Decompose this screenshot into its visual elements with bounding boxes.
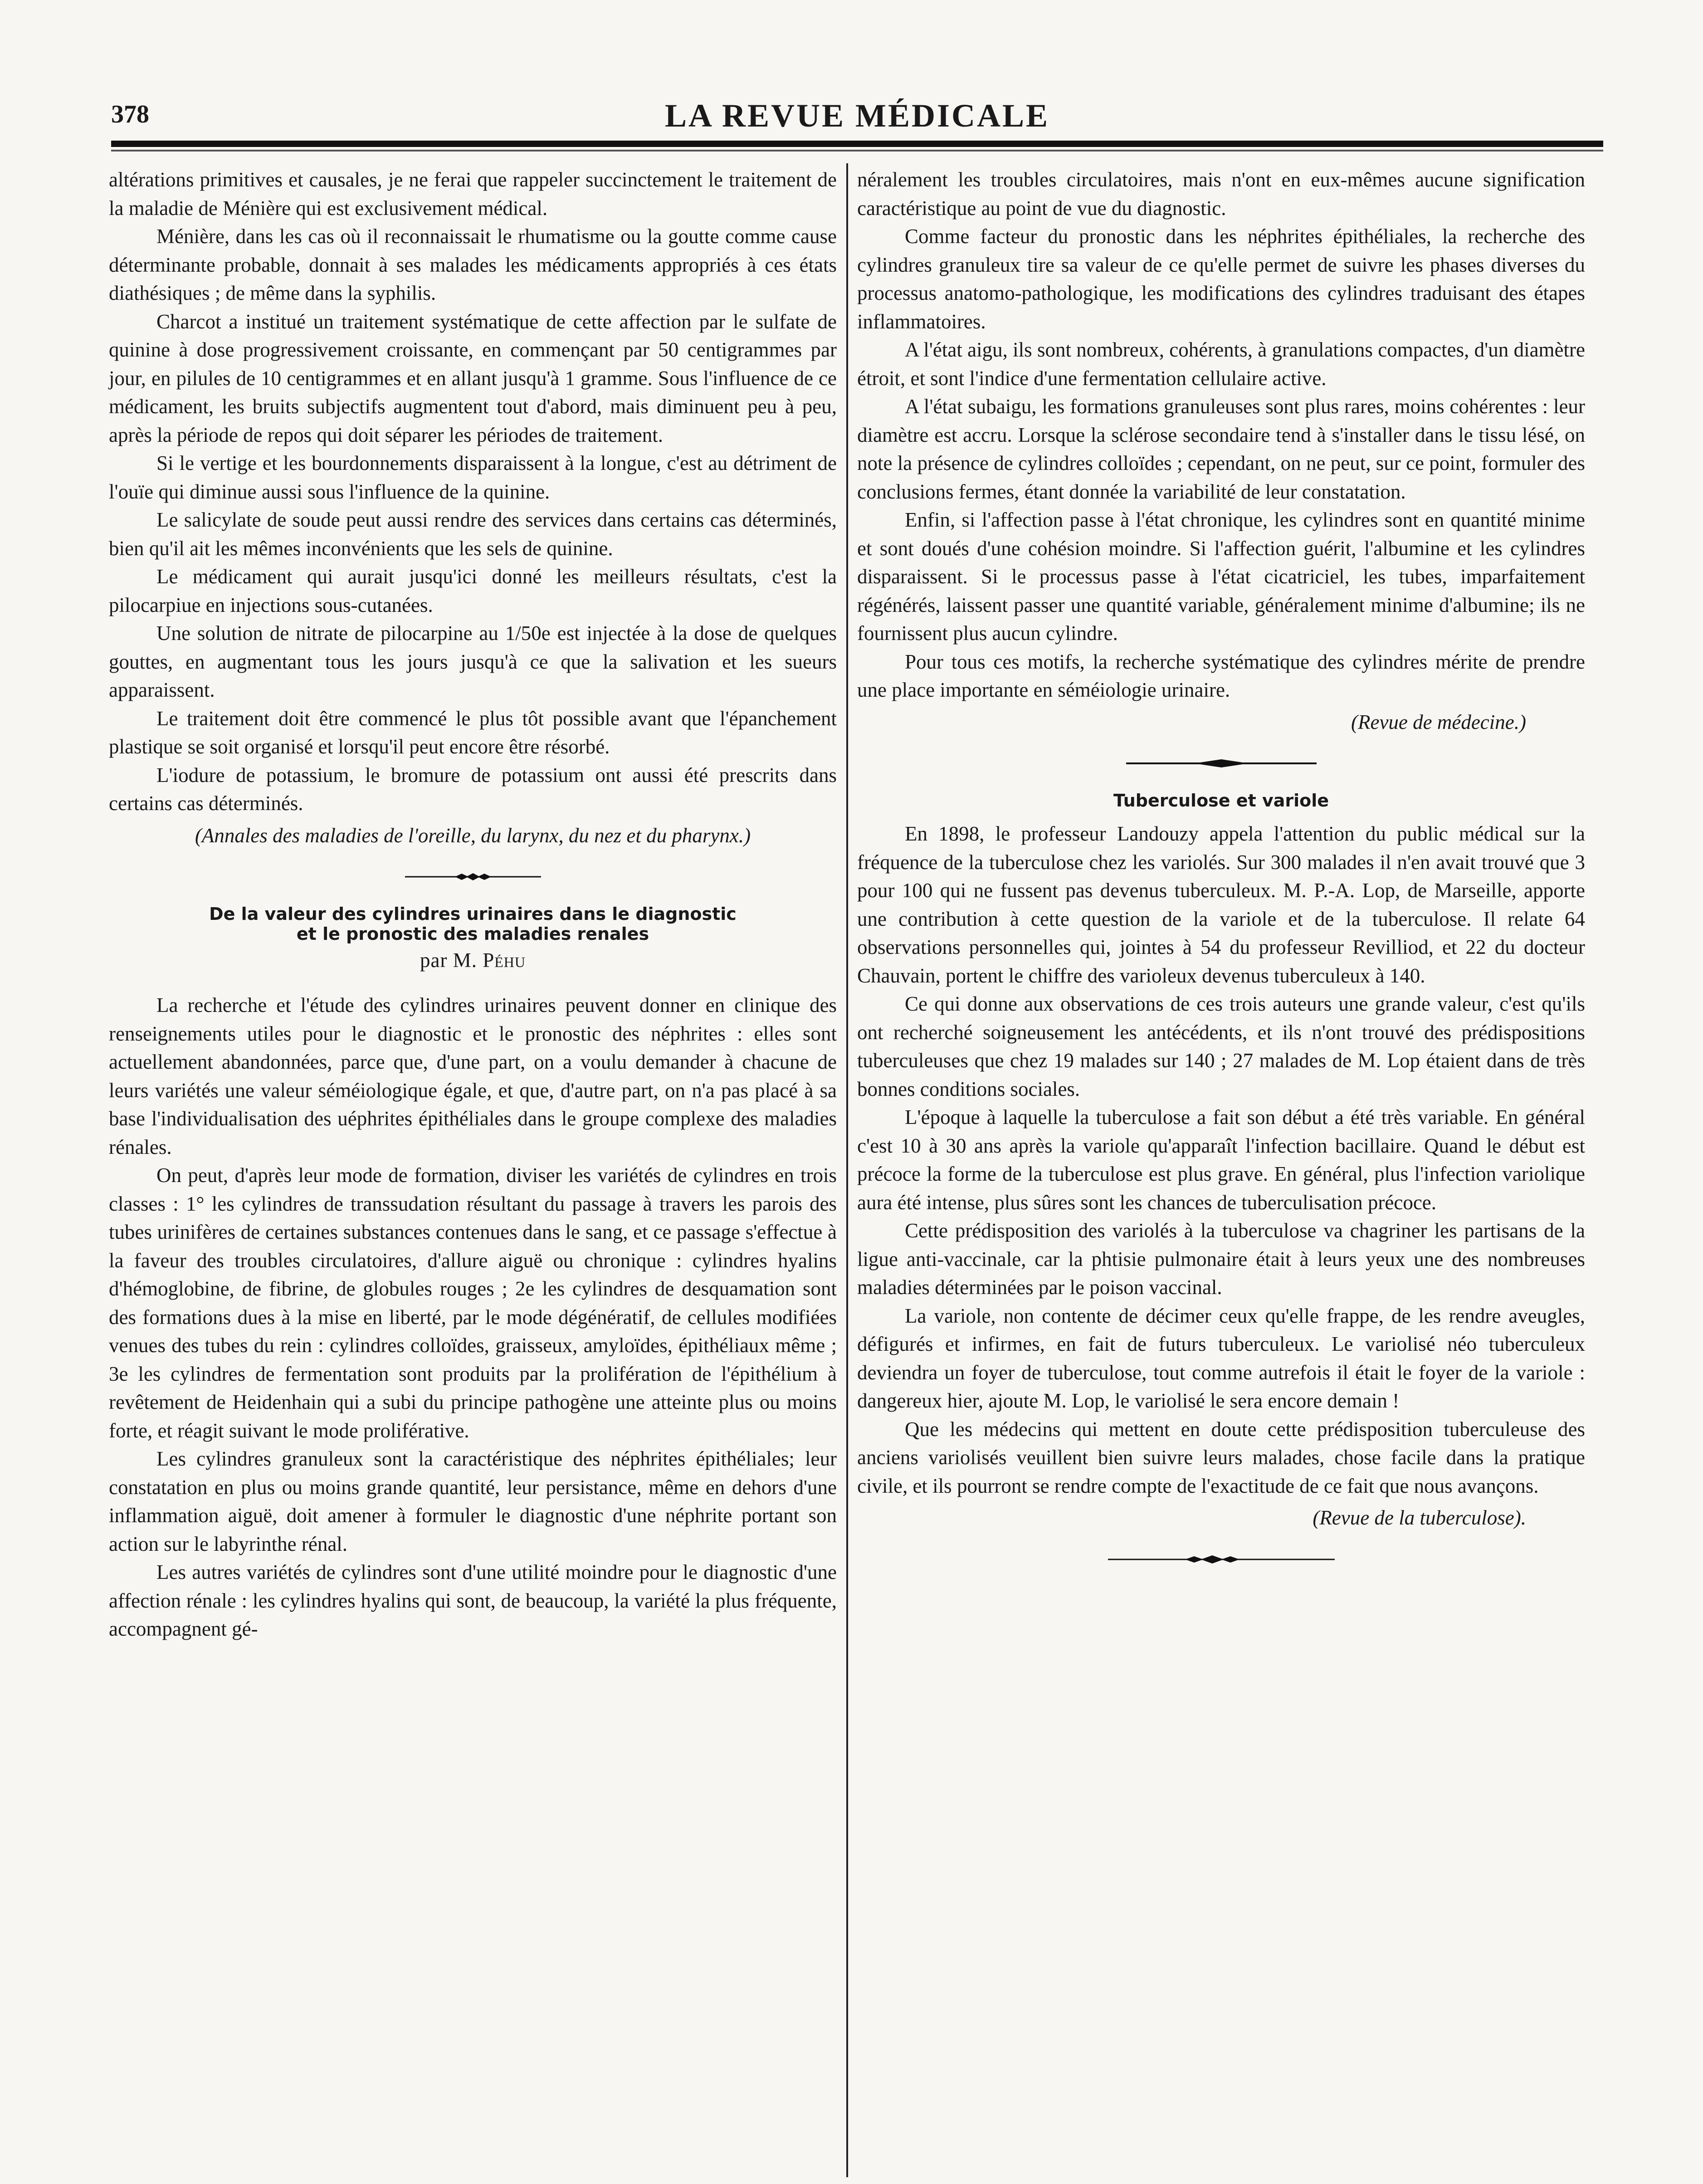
paragraph: Comme facteur du pronostic dans les néphrites épithéliales, la recherche des cylindres granuleux tire sa valeur de ce qu'elle permet de suivre les phases diverses du processus anatomo-pathologique, les modifications des cylindres traduisant des étapes inflammatoires.	[857, 225, 1585, 333]
header-rule	[111, 141, 1603, 147]
article-heading	[109, 904, 837, 944]
paragraph: Ménière, dans les cas où il reconnaissait le rhumatisme ou la goutte comme cause déterminante probable, donnait à ses malades les médicaments appropriés à ces états diathésiques ; de même dans la syphilis.	[109, 225, 837, 304]
paragraph: La variole, non contente de décimer ceux qu'elle frappe, de les rendre aveugles, défigurés et infirmes, en fait de futurs tuberculeux. Le variolisé néo tuberculeux deviendra un foyer de tuberculose, tout comme autrefois il était le foyer de la variole : dangereux hier, ajoute M. Lop, le variolisé le sera encore demain !	[857, 1304, 1585, 1412]
article-heading: Tuberculose et variole	[1113, 791, 1329, 811]
paragraph: Ce qui donne aux observations de ces trois auteurs une grande valeur, c'est qu'ils ont recherché soigneusement les antécédents, et ils n'ont trouvé des prédispositions tuberculeuses que chez 19 malades sur 140 ; 27 malades de M. Lop étaient dans de très bonnes conditions sociales.	[857, 992, 1585, 1100]
paragraph: Une solution de nitrate de pilocarpine au 1/50e est injectée à la dose de quelques gouttes, en augmentant tous les jours jusqu'à ce que la salivation et les sueurs apparaissent.	[109, 622, 837, 701]
paragraph: Les cylindres granuleux sont la caractéristique des néphrites épithéliales; leur constatation en plus ou moins grande quantité, leur persistance, même en dehors d'une inflammation aiguë, doit amener à formuler le diagnostic d'une néphrite portant son action sur le labyrinthe rénal.	[109, 1447, 837, 1555]
paragraph: La recherche et l'étude des cylindres urinaires peuvent donner en clinique des renseignements utiles pour le diagnostic et le pronostic des néphrites : elles sont actuellement abandonnées, parce que, d'une part, on a voulu demander à chacune de leurs variétés une valeur séméiologique égale, et que, d'autre part, on n'a pas placé à sa base l'individualisation des uéphrites épithéliales dans le groupe complexe des maladies rénales.	[109, 994, 837, 1158]
paragraph: En 1898, le professeur Landouzy appela l'attention du public médical sur la fréquence de la tuberculose chez les variolés. Sur 300 malades il n'en avait trouvé que 3 pour 100 qui ne fussent pas devenus tuberculeux. M. P.-A. Lop, de Marseille, apporte une contribution à cette question de la variole et de la tuberculose. Il relate 64 observations personnelles qui, jointes à 54 du professeur Revilliod, et 22 du docteur Chauvain, portent le chiffre des varioleux devenus tuberculeux à 140.	[857, 822, 1585, 987]
paragraph: L'iodure de potassium, le bromure de potassium ont aussi été prescrits dans certains cas déterminés.	[109, 763, 837, 815]
paragraph: A l'état aigu, ils sont nombreux, cohérents, à granulations compactes, d'un diamètre étroit, et sont l'indice d'une fermentation cellulaire active.	[857, 338, 1585, 390]
source-citation: (Revue de la tuberculose).	[1313, 1506, 1526, 1529]
paragraph: Si le vertige et les bourdonnements disparaissent à la longue, c'est au détriment de l'ouïe qui diminue aussi sous l'influence de la quinine.	[109, 452, 837, 503]
paragraph: Le médicament qui aurait jusqu'ici donné les meilleurs résultats, c'est la pilocarpiue en injections sous-cutanées.	[109, 565, 837, 616]
source-citation: (Annales des maladies de l'oreille, du larynx, du nez et du pharynx.)	[195, 824, 751, 847]
paragraph: Cette prédisposition des variolés à la tuberculose va chagriner les partisans de la ligue anti-vaccinale, car la phtisie pulmonaire était à leurs yeux une des nombreuses maladies déterminées par le poison vaccinal.	[857, 1219, 1585, 1299]
paragraph: Charcot a institué un traitement systématique de cette affection par le sulfate de quinine à dose progressivement croissante, en commençant par 50 centigrammes par jour, en pilules de 10 centigrammes et en allant jusqu'à 1 gramme. Sous l'influence de ce médicament, les bruits subjectifs augmentent tout d'abord, mais diminuent peu à peu, après la période de repos qui doit séparer les périodes de traitement.	[109, 310, 837, 446]
article-heading-line: De la valeur des cylindres urinaires dans le diagnostic	[209, 904, 737, 924]
paragraph: Enfin, si l'affection passe à l'état chronique, les cylindres sont en quantité minime et sont doués d'une cohésion moindre. Si l'affection guérit, l'albumine et les cylindres disparaissent. Si le processus passe à l'état cicatriciel, les tubes, imparfaitement régénérés, laissent passer une quantité variable, généralement minime d'albumine; ils ne fournissent plus aucun cylindre.	[857, 508, 1585, 645]
paragraph: Pour tous ces motifs, la recherche systématique des cylindres mérite de prendre une place importante en séméiologie urinaire.	[857, 650, 1585, 701]
end-ornament	[1108, 1554, 1335, 1565]
paragraph: néralement les troubles circulatoires, mais n'ont en eux-mêmes aucune signification caractéristique au point de vue du diagnostic.	[857, 168, 1585, 220]
journal-title: LA REVUE MÉDICALE	[664, 98, 1050, 134]
page-number: 378	[111, 100, 149, 128]
paragraph: Le salicylate de soude peut aussi rendre des services dans certains cas déterminés, bien qu'il ait les mêmes inconvénients que les sels de quinine.	[109, 508, 837, 560]
paragraph: On peut, d'après leur mode de formation, diviser les variétés de cylindres en trois classes : 1° les cylindres de transsudation résultant du passage à travers les parois des tubes urinifères de certaines substances contenues dans le sang, et ce passage s'effectue à la faveur des troubles circulatoires, d'allure aiguë ou chronique : cylindres hyalins d'hémoglobine, de fibrine, de globules rouges ; 2e les cylindres de desquamation sont des formations dues à la mise en liberté, par le mode dégénératif, de cellules modifiées venues des tubes du rein : cylindres colloïdes, graisseux, amyloïdes, épithéliaux même ; 3e les cylindres de fermentation sont produits par la prolifération de l'épithélium à revêtement de Heidenhain qui a subi du principe pathogène une atteinte plus ou moins forte, et réagit suivant le mode proliférative.	[109, 1164, 837, 1442]
section-ornament	[1126, 758, 1317, 769]
page-header	[111, 100, 1603, 132]
right-column	[857, 166, 1585, 1587]
paragraph: Les autres variétés de cylindres sont d'une utilité moindre pour le diagnostic d'une affection rénale : les cylindres hyalins qui sont, de beaucoup, la variété la plus fréquente, accompagnent gé-	[109, 1561, 837, 1640]
paragraph: Que les médecins qui mettent en doute cette prédisposition tuberculeuse des anciens variolisés veuillent bien suivre leurs malades, chose facile dans la pratique civile, et ils pourront se rendre compte de l'exactitude de ce fait que nous avançons.	[857, 1417, 1585, 1497]
article-heading-line: et le pronostic des maladies renales	[296, 924, 649, 944]
left-column	[109, 166, 837, 1643]
byline	[109, 948, 837, 972]
paragraph: A l'état subaigu, les formations granuleuses sont plus rares, moins cohérentes : leur diamètre est accru. Lorsque la sclérose secondaire tend à s'installer dans le tissu lésé, on note la présence de cylindres colloïdes ; cependant, on ne peut, sur ce point, formuler des conclusions fermes, étant donnée la variabilité de leur constatation.	[857, 395, 1585, 503]
source-citation: (Revue de médecine.)	[1351, 710, 1526, 733]
paragraph: altérations primitives et causales, je ne ferai que rappeler succinctement le traitement de la maladie de Ménière qui est exclusivement médical.	[109, 168, 837, 220]
section-ornament	[405, 871, 541, 882]
byline-prefix: par M.	[420, 949, 477, 972]
column-divider	[846, 163, 848, 2177]
paragraph: Le traitement doit être commencé le plus tôt possible avant que l'épanchement plastique se soit organisé et lorsqu'il peut encore être résorbé.	[109, 707, 837, 758]
byline-author: Péhu	[483, 949, 526, 972]
paragraph: L'époque à laquelle la tuberculose a fait son début a été très variable. En général c'est 10 à 30 ans après la variole qu'apparaît l'infection bacillaire. Quand le début est précoce la forme de la tuberculose est plus grave. En général, plus l'infection variolique aura été intense, plus sûres sont les chances de tuberculisation précoce.	[857, 1106, 1585, 1214]
header-rule-thin	[111, 150, 1603, 151]
